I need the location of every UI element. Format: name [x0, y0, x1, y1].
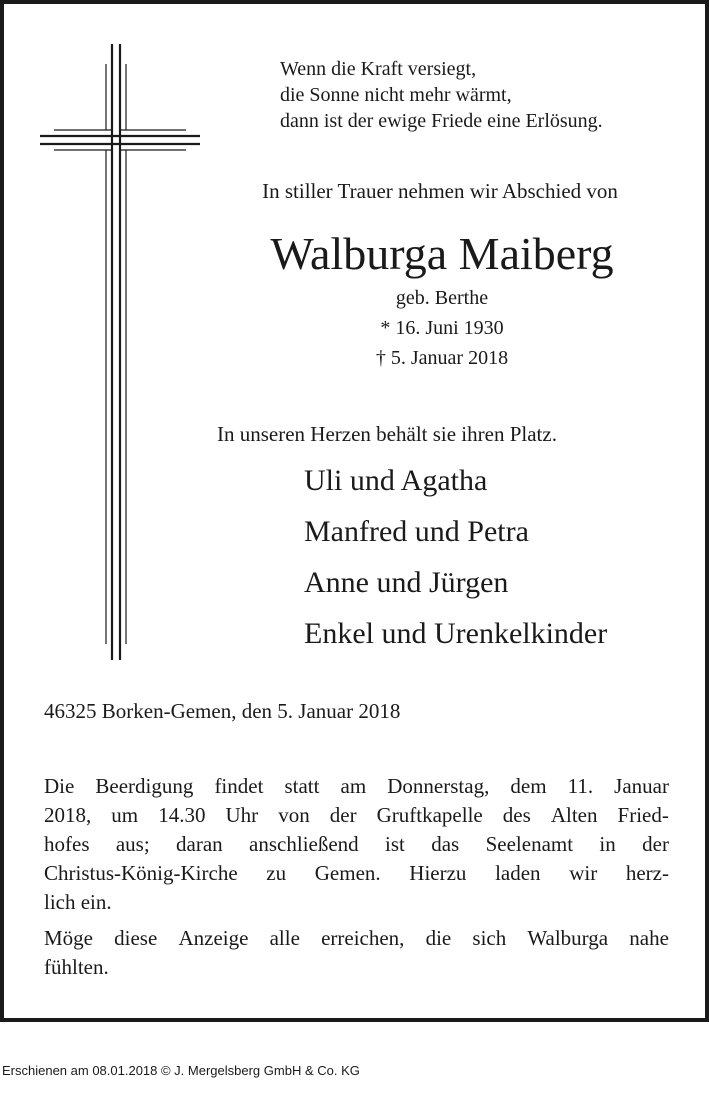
funeral-text-word: findet — [214, 774, 264, 798]
funeral-text-word: um — [111, 803, 139, 827]
poem-line: dann ist der ewige Friede eine Erlösung. — [280, 110, 603, 132]
funeral-text-word: von — [278, 803, 310, 827]
wish-text-word: nahe — [629, 926, 669, 950]
funeral-text-word: das — [431, 832, 460, 856]
funeral-text-word: Die — [44, 774, 75, 798]
mourner-entry: Enkel und Urenkelkinder — [304, 617, 608, 650]
funeral-text-word: zu — [266, 861, 287, 885]
wish-text-word: Möge — [44, 926, 93, 950]
wish-text-line — [44, 924, 669, 953]
funeral-text-word: Seelenamt — [485, 832, 574, 856]
mourner-entry: Uli und Agatha — [304, 464, 488, 497]
life-details — [200, 283, 684, 373]
funeral-text-word: Januar — [614, 774, 669, 798]
funeral-text-word: hofes — [44, 832, 90, 856]
funeral-text-word: aus; — [115, 832, 150, 856]
poem — [280, 56, 603, 134]
funeral-text-word: in — [599, 832, 616, 856]
funeral-text-word: Fried- — [617, 803, 669, 827]
funeral-text-word: statt — [284, 774, 320, 798]
intro-line: In stiller Trauer nehmen wir Abschied von — [262, 179, 618, 203]
funeral-text-word: am — [340, 774, 367, 798]
funeral-text-word: des — [502, 803, 531, 827]
mourners-list — [304, 455, 607, 659]
funeral-text-word: Uhr — [225, 803, 259, 827]
place-and-date: 46325 Borken-Gemen, den 5. Januar 2018 — [44, 699, 401, 723]
wish-text-word: alle — [269, 926, 300, 950]
wish-text-word: diese — [114, 926, 158, 950]
funeral-details — [44, 772, 669, 917]
publication-footer: Erschienen am 08.01.2018 © J. Mergelsberg GmbH & Co. KG — [2, 1063, 360, 1078]
wish-text-word: erreichen, — [321, 926, 405, 950]
funeral-text-word: Beerdigung — [95, 774, 194, 798]
funeral-text-line — [44, 859, 669, 888]
funeral-text-line — [44, 830, 669, 859]
death-date: † 5. Januar 2018 — [375, 347, 509, 369]
funeral-text-word: anschließend — [249, 832, 359, 856]
funeral-text-word: wir — [569, 861, 598, 885]
wish-text-line: fühlten. — [44, 955, 109, 979]
birth-date: * 16. Juni 1930 — [380, 317, 504, 339]
funeral-text-word: laden — [495, 861, 541, 885]
mourner-entry: Manfred und Petra — [304, 515, 529, 548]
funeral-text-line: lich ein. — [44, 890, 112, 914]
poem-line: die Sonne nicht mehr wärmt, — [280, 84, 512, 106]
funeral-text-word: Hierzu — [409, 861, 467, 885]
funeral-text-word: der — [642, 832, 669, 856]
poem-line: Wenn die Kraft versiegt, — [280, 58, 477, 80]
hearts-line: In unseren Herzen behält sie ihren Platz. — [217, 422, 557, 446]
funeral-text-word: 11. — [567, 774, 594, 798]
mourner-entry: Anne und Jürgen — [304, 566, 509, 599]
funeral-text-word: daran — [176, 832, 223, 856]
closing-wish — [44, 924, 669, 982]
funeral-text-line — [44, 772, 669, 801]
wish-text-word: sich — [472, 926, 507, 950]
funeral-text-word: Gemen. — [314, 861, 381, 885]
deceased-name: Walburga Maiberg — [270, 228, 614, 279]
wish-text-word: Walburga — [527, 926, 609, 950]
funeral-text-word: Alten — [550, 803, 598, 827]
funeral-text-word: Christus-König-Kirche — [44, 861, 238, 885]
cross-icon — [40, 44, 200, 660]
funeral-text-word: herz- — [625, 861, 669, 885]
funeral-text-word: ist — [385, 832, 405, 856]
funeral-text-word: der — [329, 803, 357, 827]
funeral-text-word: dem — [510, 774, 547, 798]
funeral-text-word: 2018, — [44, 803, 92, 827]
funeral-text-word: 14.30 — [158, 803, 206, 827]
wish-text-word: Anzeige — [178, 926, 249, 950]
funeral-text-word: Gruftkapelle — [376, 803, 483, 827]
funeral-text-word: Donnerstag, — [387, 774, 490, 798]
maiden-name: geb. Berthe — [395, 287, 489, 309]
funeral-text-line — [44, 801, 669, 830]
wish-text-word: die — [425, 926, 452, 950]
